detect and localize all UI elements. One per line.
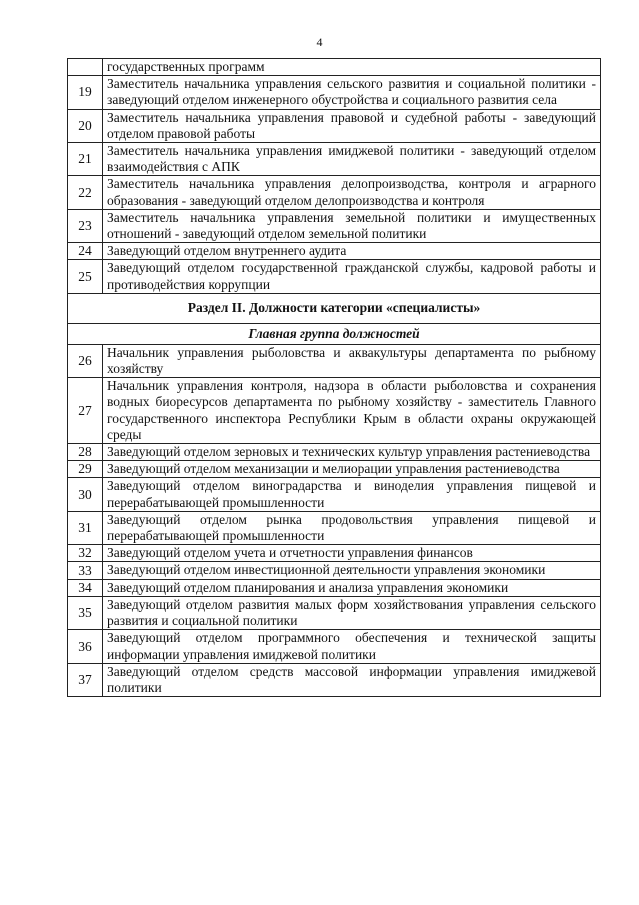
table-row (68, 545, 601, 562)
table-row (68, 260, 601, 293)
row-number: 28 (68, 444, 103, 461)
row-number (68, 59, 103, 76)
row-number: 30 (68, 478, 103, 511)
row-number: 36 (68, 630, 103, 663)
table-row (68, 76, 601, 109)
page-number: 4 (316, 35, 323, 49)
position-title: Заведующий отделом рынка продовольствия управления пищевой и перерабатывающей промышленности (103, 511, 601, 544)
position-title: Заместитель начальника управления правовой и судебной работы - заведующий отделом правовой работы (103, 109, 601, 142)
row-number: 33 (68, 562, 103, 579)
table-row (68, 596, 601, 629)
section-title: Раздел II. Должности категории «специалисты» (68, 293, 601, 323)
position-title: Заместитель начальника управления делопроизводства, контроля и аграрного образования - заведующий отделом делопроизводства и контроля (103, 176, 601, 209)
table-row (68, 630, 601, 663)
table-row (68, 663, 601, 696)
position-title: Заместитель начальника управления земельной политики и имущественных отношений - заведующий отделом земельной политики (103, 209, 601, 242)
table-row (68, 511, 601, 544)
position-title: Заведующий отделом планирования и анализа управления экономики (103, 579, 601, 596)
group-title: Главная группа должностей (68, 323, 601, 344)
row-number: 31 (68, 511, 103, 544)
row-number: 25 (68, 260, 103, 293)
position-title: Заведующий отделом механизации и мелиорации управления растениеводства (103, 461, 601, 478)
table-row (68, 562, 601, 579)
position-title: Заместитель начальника управления имиджевой политики - заведующий отделом взаимодействия с АПК (103, 143, 601, 176)
position-title: государственных программ (103, 59, 601, 76)
table-row (68, 143, 601, 176)
table-row (68, 243, 601, 260)
position-title: Заведующий отделом зерновых и технических культур управления растениеводства (103, 444, 601, 461)
position-title: Заведующий отделом виноградарства и виноделия управления пищевой и перерабатывающей промышленности (103, 478, 601, 511)
position-title: Заведующий отделом внутреннего аудита (103, 243, 601, 260)
table-row (68, 59, 601, 76)
row-number: 20 (68, 109, 103, 142)
section-header-row (68, 293, 601, 323)
row-number: 35 (68, 596, 103, 629)
table-row (68, 378, 601, 444)
position-title: Заведующий отделом программного обеспечения и технической защиты информации управления имиджевой политики (103, 630, 601, 663)
table-row (68, 444, 601, 461)
position-title: Заведующий отделом государственной гражданской службы, кадровой работы и противодействия коррупции (103, 260, 601, 293)
row-number: 19 (68, 76, 103, 109)
table-row (68, 461, 601, 478)
group-header-row (68, 323, 601, 344)
position-title: Заведующий отделом учета и отчетности управления финансов (103, 545, 601, 562)
row-number: 23 (68, 209, 103, 242)
position-title: Заведующий отделом развития малых форм хозяйствования управления сельского развития и социальной политики (103, 596, 601, 629)
table-row (68, 344, 601, 377)
table-row (68, 176, 601, 209)
row-number: 29 (68, 461, 103, 478)
table-row (68, 579, 601, 596)
row-number: 34 (68, 579, 103, 596)
row-number: 27 (68, 378, 103, 444)
position-title: Начальник управления рыболовства и аквакультуры департамента по рыбному хозяйству (103, 344, 601, 377)
positions-table (67, 58, 601, 697)
position-title: Начальник управления контроля, надзора в области рыболовства и сохранения водных биоресурсов департамента по рыбному хозяйству - заместитель Главного государственного инспектора Республики Крым в области охраны окружающей среды (103, 378, 601, 444)
row-number: 32 (68, 545, 103, 562)
table-row (68, 209, 601, 242)
table-row (68, 478, 601, 511)
table-row (68, 109, 601, 142)
position-title: Заместитель начальника управления сельского развития и социальной политики - заведующий отделом инженерного обустройства и социального развития села (103, 76, 601, 109)
row-number: 26 (68, 344, 103, 377)
position-title: Заведующий отделом средств массовой информации управления имиджевой политики (103, 663, 601, 696)
position-title: Заведующий отделом инвестиционной деятельности управления экономики (103, 562, 601, 579)
row-number: 24 (68, 243, 103, 260)
row-number: 37 (68, 663, 103, 696)
row-number: 22 (68, 176, 103, 209)
row-number: 21 (68, 143, 103, 176)
